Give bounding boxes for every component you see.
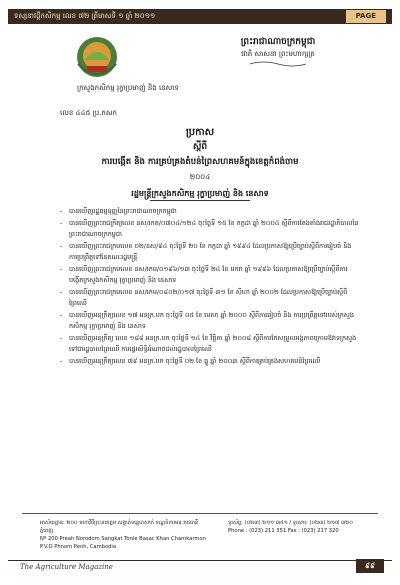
document-year: ២០០៤ <box>189 173 211 181</box>
magazine-header-bar <box>8 9 392 24</box>
list-item: - បានឃើញព្រះរាជក្រឹត្យលេខ នស/រកត/០៧០៤/១២៤ ចុះថ្ងៃទី ១៥ ខែ កក្កដា ឆ្នាំ ២០០៤ ស្ដីពីការតែងតាំងរាជរដ្ឋាភិបាលនៃព្រះរាជាណាចក្រកម្ពុជា <box>60 218 360 241</box>
address-khmer: អាស័យដ្ឋាន: ២០០ មហាវិថីព្រះនរោត្តម សង្កាត់ទន្លេបាសាក់ ខណ្ឌចំការមន រាជធានីភ្នំពេញ <box>40 520 199 534</box>
list-item: - បានឃើញអនុក្រឹត្យ លេខ ១៨៨ អនក្រ.បក ចុះថ្ងៃទី ១៤ ខែ វិច្ឆិកា ឆ្នាំ ២០០៨ ស្ដីពីការកែសម្រួលអង្គភាពក្រោមឱវាទក្រសួង ទៅជារដ្ឋបាលព្រៃឈើ ការផ្ទេរសិទ្ធិអំណាចដល់រដ្ឋបាលព្រៃឈើ <box>60 333 360 356</box>
ministry-emblem-icon <box>72 34 122 80</box>
phone-khmer: ទូរស័ព្ទ: (០២៣) ២១១ ៣៥១ / ទូរសារ: (០២៣) ២១៧ ៣២០ <box>228 520 353 526</box>
list-item: - បានឃើញព្រះរាជក្រមលេខ នស/រកម/០៨០២/០១៧ ចុះថ្ងៃទី ៣១ ខែ សីហា ឆ្នាំ ២០០២ ដែលប្រកាសឱ្យប្រើច្បាប់ស្ដីពីព្រៃឈើ <box>60 287 360 310</box>
footer-contact <box>228 519 368 535</box>
magazine-name: The Agriculture Magazine <box>20 563 113 571</box>
reference-number: លេខ ៤៤៥ ប្រ.កសក <box>60 109 117 117</box>
address-english: Nº 200 Preah Norodom Sangkat Tonle Basac Khan Chamkarmon P.V.O Phnom Penh, Cambodia <box>40 536 206 550</box>
page-number: ៩៩ <box>356 559 384 573</box>
list-item: - បានឃើញអនុក្រឹត្យលេខ ៧៩ អនក្រ.បក ចុះថ្ងៃទី ០២ ខែ ធ្នូ ឆ្នាំ ២០០៣ ស្ដីពីការគ្រប់គ្រងសហគមន៍ព្រៃឈើ <box>60 356 360 368</box>
list-item: - បានឃើញព្រះរាជក្រមលេខ ០២/នស/៩៤ ចុះថ្ងៃទី ២០ ខែ កក្កដា ឆ្នាំ ១៩៩៤ ដែលប្រកាសឱ្យប្រើច្បាប់ស្ដីពីការរៀបចំ និង ការប្រព្រឹត្តទៅនៃគណៈរដ្ឋមន្ត្រី <box>60 241 360 264</box>
footer-divider <box>22 513 378 514</box>
phone-english: Phone : (023) 211 351 Fax : (023) 217 320 <box>228 528 339 534</box>
footer-address <box>40 519 210 551</box>
ministry-name: ក្រសួងកសិកម្ម រុក្ខាប្រមាញ់ និង នេសាទ <box>77 84 179 92</box>
list-item: - បានឃើញព្រះរាជក្រមលេខ នស/រកម/០១៩៦/១៣ ចុះថ្ងៃទី ២៤ ខែ មករា ឆ្នាំ ១៩៩៦ ដែលប្រកាសឱ្យប្រើច្បាប់ស្ដីពីការបង្កើតក្រសួងកសិកម្ម រុក្ខាប្រមាញ់ និង នេសាទ <box>60 264 360 287</box>
issuer-underline <box>150 200 250 201</box>
list-item: - បានឃើញរដ្ឋធម្មនុញ្ញនៃព្រះរាជាណាចក្រកម្ពុជា <box>60 206 360 218</box>
header-page-tab: PAGE <box>346 10 386 23</box>
legal-basis-list <box>60 206 360 367</box>
ornament-divider <box>248 60 308 68</box>
issuer-title: រដ្ឋមន្ត្រីក្រសួងកសិកម្ម រុក្ខាប្រមាញ់ និង នេសាទ <box>131 189 269 198</box>
kingdom-motto: ជាតិ សាសនា ព្រះមហាក្សត្រ <box>241 50 315 58</box>
magazine-footer-bar <box>8 560 392 577</box>
header-issue-text: ទស្សនាវដ្ដីកសិកម្ម លេខ ៧២ ត្រីមាសទី ១ ឆ្នាំ ២០១១ <box>14 12 156 20</box>
kingdom-title: ព្រះរាជាណាចក្រកម្ពុជា <box>240 37 316 47</box>
document-subject: ការបង្កើត និង ការគ្រប់គ្រងតំបន់ព្រៃសហគមន៍ក្នុងខេត្តកំពង់ចាម <box>101 157 299 167</box>
document-type-title: ប្រកាស <box>185 127 215 138</box>
list-item: - បានឃើញអនុក្រឹត្យលេខ ១៧ អនក្រ.បក ចុះថ្ងៃទី ០៥ ខែ មេសា ឆ្នាំ ២០០០ ស្ដីពីការរៀបចំ និង ការប្រព្រឹត្តទៅរបស់ក្រសួងកសិកម្ម រុក្ខាប្រមាញ់ និង នេសាទ <box>60 310 360 333</box>
regarding-label: ស្ដីពី <box>192 142 208 152</box>
